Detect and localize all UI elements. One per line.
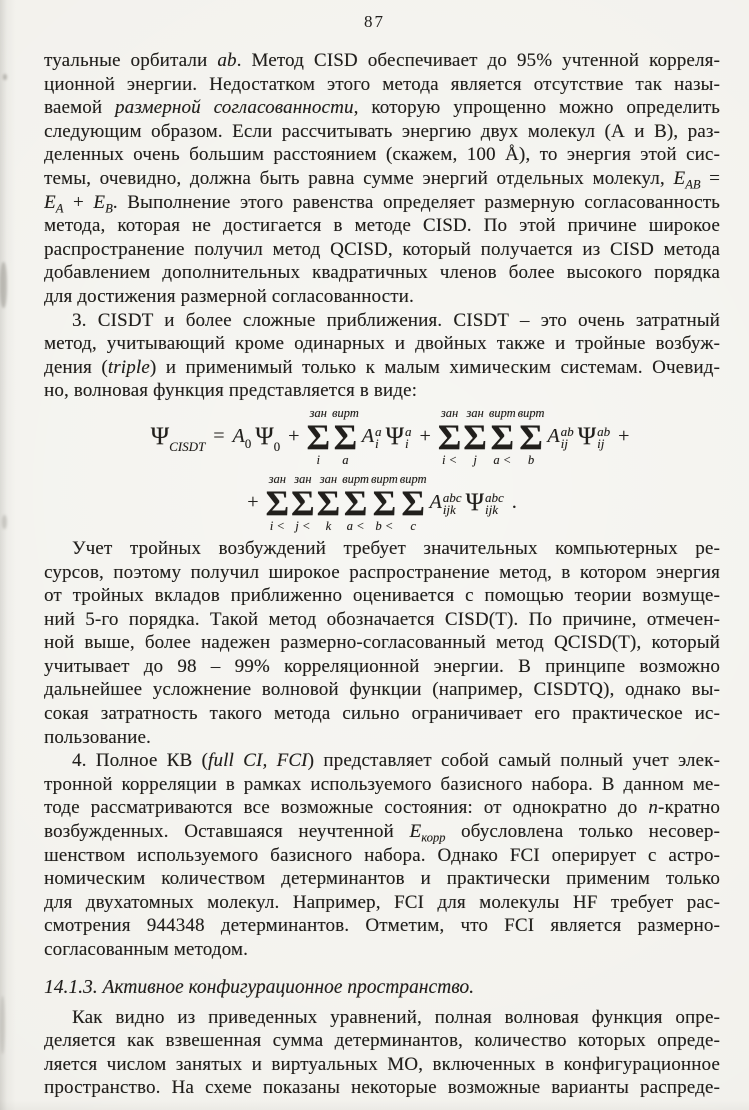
sum-operator [438, 407, 462, 467]
superscript-text: a [375, 423, 382, 439]
sum-lower-limit: i < [441, 452, 458, 467]
text-line [44, 143, 720, 167]
text-segment: = [700, 167, 720, 189]
text-line [44, 96, 720, 120]
text-segment: ) представляет собой самый полный учет элек- [307, 750, 720, 772]
text-segment: тронной корреляции в рамках используемого базисного набора. В данном ме- [44, 773, 720, 795]
subscript-text: CISDT [169, 438, 206, 454]
superscript-text: ab [560, 423, 574, 439]
sum-lower-limit: j < [295, 518, 311, 533]
text-line [44, 938, 720, 962]
text-segment: E [409, 821, 422, 843]
scan-artifact [3, 74, 7, 80]
text-segment: ционной энергии. Недостатком этого метода является отсутствие так назы- [44, 73, 720, 95]
text-segment: смотрения 944348 детерминантов. Отметим, что FCI является размерно- [44, 915, 720, 937]
text-line [44, 332, 720, 356]
subscript-text: корр [421, 830, 446, 844]
text-line [44, 796, 720, 820]
text-line [44, 1029, 720, 1053]
text-segment: , которую упрощенно можно определить [353, 97, 720, 119]
subscript-text: ij [597, 435, 605, 451]
text-segment: тоде рассматриваются все возможные состояния: от однократно до [44, 797, 649, 819]
sum-operator [306, 407, 330, 467]
sum-lower-limit: i [316, 452, 320, 467]
text-segment: E [44, 191, 56, 213]
scripts-stack [560, 423, 574, 451]
text-line [44, 1076, 720, 1100]
text-segment: 4. Полное КВ ( [72, 750, 209, 772]
text-segment: ab [217, 50, 237, 71]
sigma-icon: Σ [437, 416, 462, 457]
subscript-text: ij [560, 435, 568, 451]
text-segment: номическим количеством детерминантов и практически применим только [44, 868, 720, 890]
sum-lower-limit: c [410, 518, 416, 533]
text-segment: ной выше, более надежен размерно-согласованный метод QCISD(T), который [44, 632, 720, 654]
text-line [44, 749, 720, 773]
operator: + [419, 425, 431, 448]
text-line [44, 867, 720, 891]
text-line [44, 820, 720, 844]
sigma-icon: Σ [316, 482, 341, 523]
text-segment: . Метод CISD обеспечивает до 95% учтенной корреля- [236, 50, 720, 71]
sigma-icon: Σ [490, 416, 514, 457]
subscript-text: 0 [244, 436, 252, 452]
page-content [44, 49, 720, 1100]
text-line [44, 914, 720, 938]
sum-upper-limit: зан [309, 405, 327, 420]
subscript-text: 0 [273, 438, 281, 454]
scripts-stack [484, 489, 504, 517]
subscript-text: ijk [484, 501, 498, 517]
sigma-icon: Σ [519, 416, 543, 457]
text-line [44, 191, 720, 215]
sigma-icon: Σ [372, 482, 397, 523]
subscript-text: AB [685, 177, 701, 191]
formula-term [547, 425, 573, 449]
sum-upper-limit: вирт [331, 405, 359, 420]
text-line [44, 309, 720, 333]
sum-operator [332, 407, 359, 467]
equation-row [241, 471, 523, 535]
superscript-text: abc [442, 489, 462, 505]
text-segment: full CI, FCI [208, 750, 308, 772]
text-line [44, 49, 720, 73]
text-segment: обусловлена только несовер- [445, 821, 720, 843]
sum-upper-limit: зан [440, 405, 459, 420]
text-segment: для достижения размерной согласованности. [44, 285, 414, 307]
scripts-stack [404, 423, 412, 451]
text-segment: + [63, 191, 94, 213]
text-segment: n [648, 797, 658, 819]
text-line [44, 1006, 720, 1030]
sigma-icon: Σ [291, 482, 315, 523]
superscript-text: abc [484, 489, 504, 505]
subscript-text: i [404, 435, 409, 451]
paragraph-cisd-t-methods [44, 537, 720, 749]
text-segment: распространение получил метод QCISD, который получается из CISD метода [44, 238, 720, 260]
text-line [44, 584, 720, 608]
text-segment: Учет тройных возбуждений требует значительных компьютерных ре- [72, 537, 720, 559]
paragraph-full-ci [44, 749, 720, 961]
formula-term [362, 425, 382, 449]
sum-lower-limit: j [473, 452, 477, 467]
text-line [44, 238, 720, 262]
paragraph-cisd [44, 49, 720, 309]
text-segment: ний 5-го порядка. Такой метод обозначается CISD(T). По причине, отмечен- [44, 608, 720, 630]
sum-operator [400, 473, 427, 533]
sum-lower-limit: a < [493, 452, 512, 467]
text-line [44, 844, 720, 868]
sum-operator [489, 407, 516, 467]
sum-lower-limit: a < [346, 518, 365, 533]
text-segment: метод, учитывающий кроме одинарных и двойных также и тройные возбуж- [44, 333, 720, 355]
sum-upper-limit: зан [319, 471, 338, 486]
sum-lower-limit: a [342, 452, 349, 467]
text-line [44, 120, 720, 144]
sigma-icon: Σ [401, 482, 425, 523]
sum-upper-limit: вирт [517, 405, 545, 420]
text-segment: ваемой [44, 97, 116, 119]
text-line [44, 773, 720, 797]
sum-upper-limit: вирт [399, 471, 427, 486]
text-segment: но, волновая функция представляется в виде: [44, 380, 418, 402]
sum-operator [371, 473, 398, 533]
formula-symbol: Ψ [577, 422, 597, 450]
operator: + [288, 425, 300, 448]
scripts-stack [442, 489, 462, 517]
formula-symbol: A [361, 425, 374, 448]
text-segment: ляется числом занятых и виртуальных МО, включенных в конфигурационное [44, 1053, 720, 1075]
text-line [44, 631, 720, 655]
text-segment: дения ( [44, 356, 108, 378]
text-line [44, 537, 720, 561]
sigma-icon: Σ [306, 416, 330, 457]
text-line [44, 655, 720, 679]
equation-row [149, 405, 636, 469]
text-segment: для двухатомных молекул. Например, FCI для молекулы HF требует рас- [44, 891, 720, 913]
formula-symbol: Ψ [385, 422, 404, 450]
text-segment: сурсов, поэтому получил широкое распространение метод, в котором энергия [44, 561, 720, 583]
text-segment: деляется как взвешенная сумма детерминантов, количество которых опреде- [44, 1030, 720, 1052]
sum-operator [518, 407, 545, 467]
formula-term [578, 423, 610, 451]
sum-operator [317, 473, 341, 533]
sum-operator [291, 473, 315, 533]
subscript-text: A [55, 201, 64, 215]
text-line [44, 702, 720, 726]
text-line [44, 561, 720, 585]
text-segment: следующим образом. Если рассчитывать энергию двух молекул (А и В), раз- [44, 120, 720, 142]
text-segment: -кратно [657, 797, 720, 819]
text-line [44, 285, 720, 309]
sigma-icon: Σ [265, 482, 290, 523]
sum-upper-limit: зан [268, 471, 286, 486]
text-segment: добавлением дополнительных квадратичных членов более высокого порядка [44, 262, 720, 284]
text-segment: . Выполнение этого равенства определяет размерную согласованность [112, 191, 720, 213]
superscript-text: ab [597, 423, 611, 439]
formula-term [386, 423, 412, 451]
operator: + [247, 491, 259, 514]
sum-operator [463, 407, 487, 467]
text-line [44, 167, 720, 191]
sum-lower-limit: b [527, 452, 535, 467]
text-segment: E [673, 167, 686, 189]
text-segment: темы, очевидно, должна быть равна сумме энергий отдельных молекул, [44, 167, 674, 189]
text-segment: пространство. На схеме показаны некоторые возможные варианты распреде- [44, 1077, 720, 1099]
scan-artifact [0, 996, 5, 1054]
text-line [44, 379, 720, 403]
sigma-icon: Σ [463, 416, 487, 457]
formula-term [232, 425, 252, 452]
sum-upper-limit: зан [466, 405, 484, 420]
sum-operator [342, 473, 369, 533]
text-segment: Как видно из приведенных уравнений, полная волновая функция опре- [72, 1006, 720, 1028]
text-segment: от тройных вкладов приближенно оценивается с помощью теории возмуще- [44, 585, 720, 607]
text-line [44, 678, 720, 702]
scripts-stack [597, 423, 611, 451]
text-line [44, 1053, 720, 1077]
text-segment: учитывает до 98 – 99% корреляционной энергии. В принципе возможно [44, 655, 720, 677]
text-line [44, 261, 720, 285]
formula-symbol: A [429, 491, 442, 514]
sum-lower-limit: i < [269, 518, 285, 533]
formula-symbol: A [232, 425, 245, 448]
operator: + [618, 425, 630, 448]
text-line [44, 214, 720, 238]
scripts-stack [375, 423, 382, 451]
scan-artifact [2, 515, 7, 529]
text-line [44, 726, 720, 750]
sigma-icon: Σ [343, 482, 368, 523]
sum-upper-limit: вирт [488, 405, 516, 420]
sum-upper-limit: вирт [342, 471, 369, 486]
text-segment: размерной согласованности [115, 97, 354, 119]
text-line [44, 891, 720, 915]
operator: . [511, 491, 517, 514]
sum-upper-limit: вирт [370, 471, 398, 486]
formula-term [466, 489, 504, 517]
section-heading-14-1-3: 14.1.3. Активное конфигурационное пространство. [44, 976, 475, 998]
subscript-text: i [375, 435, 379, 451]
text-segment: дальнейшее усложнение волновой функции (например, CISDTQ), однако вы- [44, 679, 720, 701]
subscript-text: ijk [442, 501, 456, 517]
formula-term [430, 491, 462, 515]
subscript-text: B [105, 201, 113, 215]
sum-lower-limit: k [325, 518, 332, 533]
text-segment: деленных очень большим расстоянием (скажем, 100 Å), то энергия этой сис- [44, 144, 720, 166]
text-line [44, 608, 720, 632]
text-segment: возбужденных. Оставшаяся неучтенной [44, 821, 410, 843]
paragraph-cisdt [44, 309, 720, 403]
formula-term [255, 422, 281, 454]
text-line [44, 73, 720, 97]
text-segment: пользование. [44, 726, 151, 748]
sum-upper-limit: зан [294, 471, 312, 486]
paragraph-active-space [44, 1006, 720, 1100]
sum-operator [266, 473, 290, 533]
formula-symbol: A [547, 425, 560, 448]
text-segment: ) и применимый только к малым химическим системам. Очевид- [149, 356, 720, 378]
formula-term [150, 422, 206, 454]
operator: = [213, 425, 225, 448]
text-segment: метода, которая не достигается в методе CISD. По этой причине широкое [44, 215, 720, 237]
text-segment: triple [107, 356, 150, 378]
scan-artifact [0, 262, 7, 308]
sigma-icon: Σ [333, 416, 358, 457]
text-segment: 3. CISDT и более сложные приближения. CISDT – это очень затратный [72, 309, 720, 331]
text-segment: сокая затратность такого метода сильно ограничивает его практическое ис- [44, 703, 720, 725]
text-segment: шенством используемого базисного набора. Однако FCI оперирует с астро- [44, 844, 720, 866]
superscript-text: a [404, 423, 412, 439]
text-line [44, 356, 720, 380]
sum-lower-limit: b < [375, 518, 394, 533]
formula-symbol: Ψ [150, 422, 170, 450]
formula-symbol: Ψ [465, 488, 484, 516]
text-segment: E [93, 191, 106, 213]
page-number: 87 [364, 12, 385, 31]
text-segment: согласованным методом. [44, 939, 248, 960]
cisdt-wavefunction-equation [44, 403, 720, 537]
text-segment: туальные орбитали [44, 50, 218, 71]
formula-symbol: Ψ [255, 422, 274, 450]
